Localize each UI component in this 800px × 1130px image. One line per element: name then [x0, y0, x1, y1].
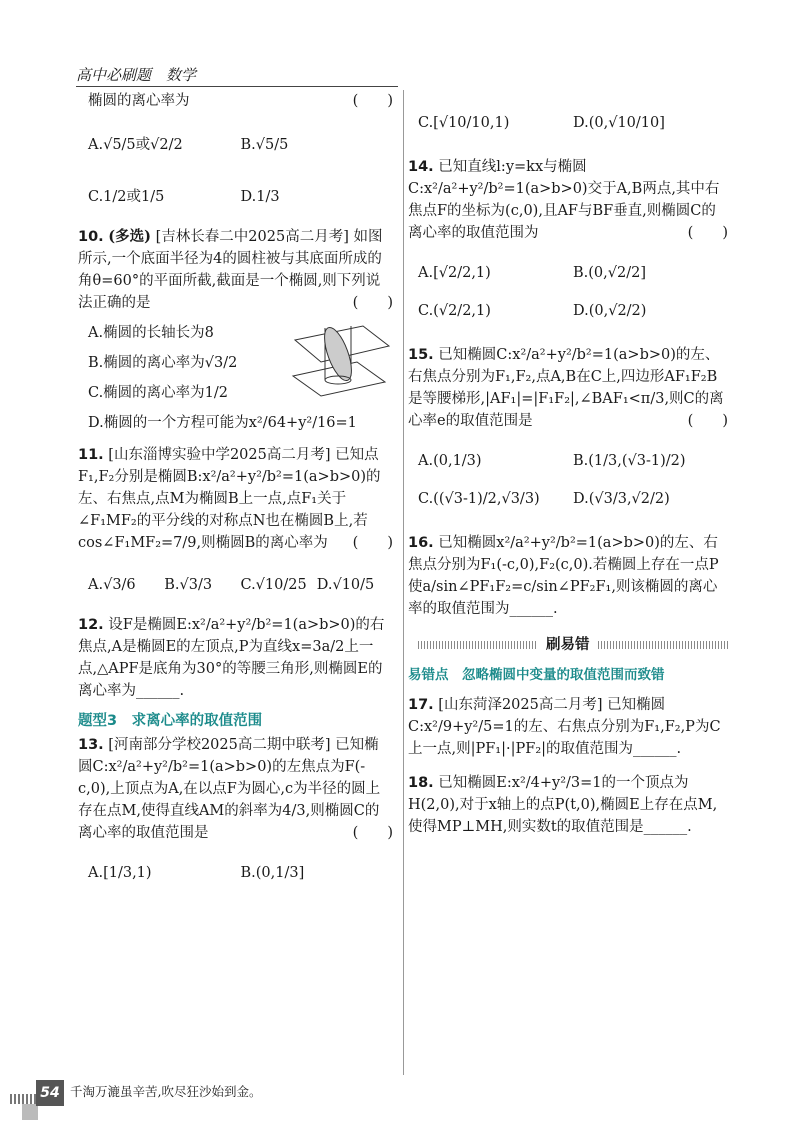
option-b: B.(0,√2/2] — [573, 265, 646, 281]
question-stem: 已知椭圆x²/a²+y²/b²=1(a>b>0)的左、右焦点分别为F₁(-c,0),F₂(c,0).若椭圆上存在一点P使a/sin∠PF₁F₂=c/sin∠PF₂F₁,则该椭圆的离心率的取值范围为______. — [408, 535, 719, 617]
question-number: 17. — [408, 697, 434, 713]
question-13-continued — [418, 104, 728, 142]
option-d: D.(√3/3,√2/2) — [573, 491, 670, 507]
question-stem: 已知直线l:y=kx与椭圆C:x²/a²+y²/b²=1(a>b>0)交于A,B两点,其中右焦点F的坐标为(c,0),且AF与BF垂直,则椭圆C的离心率的取值范围为 — [408, 159, 720, 241]
cylinder-figure — [285, 318, 395, 398]
answer-paren: ( ) — [352, 535, 393, 551]
option-b: B.(0,1/3] — [240, 865, 305, 881]
footer-motto: 千淘万漉虽辛苦,吹尽狂沙始到金。 — [70, 1084, 262, 1099]
question-tag: (多选) — [108, 228, 152, 245]
question-stem: 已知椭圆C:x²/a²+y²/b²=1(a>b>0)的左、右焦点分别为F₁,F₂,点A,B在C上,四边形AF₁F₂B是等腰梯形,|AF₁|=|F₁F₂|,∠BAF₁<π/3,则C的离心率e的取值范围是 — [408, 347, 724, 429]
option-c: C.(√2/2,1) — [418, 303, 491, 319]
option-a: A.√5/5或√2/2 — [88, 137, 183, 153]
option-c: C.((√3-1)/2,√3/3) — [418, 491, 540, 507]
question-13 — [78, 734, 393, 892]
option-b: B.√5/5 — [240, 137, 289, 153]
question-number: 11. — [78, 447, 104, 463]
option-b: B.(1/3,(√3-1)/2) — [573, 453, 686, 469]
error-point-title: 易错点 忽略椭圆中变量的取值范围而致错 — [408, 667, 665, 683]
option-c: C.1/2或1/5 — [88, 189, 165, 205]
question-stem: 已知点F₁,F₂分别是椭圆B:x²/a²+y²/b²=1(a>b>0)的左、右焦点,点M为椭圆B上一点,点F₁关于∠F₁MF₂的平分线的对称点N也在椭圆B上,若cos∠F₁MF₂=7/9,则椭圆B的离心率为 — [78, 447, 381, 551]
question-stem: 已知椭圆C:x²/a²+y²/b²=1(a>b>0)的左焦点为F(-c,0),上顶点为A,在以点F为圆心,c为半径的圆上存在点M,使得直线AM的斜率为4/3,则椭圆C的离心率的取值范围是 — [78, 737, 381, 841]
answer-paren: ( ) — [687, 413, 728, 429]
banner-stripes-left — [418, 641, 538, 649]
footer-dots — [10, 1094, 36, 1104]
footer-square — [22, 1104, 38, 1120]
option-c: C.√10/25 — [240, 577, 307, 593]
question-stem: 已知椭圆C:x²/9+y²/5=1的左、右焦点分别为F₁,F₂,P为C上一点,则|PF₁|·|PF₂|的取值范围为______. — [408, 697, 721, 757]
question-source: [吉林长春二中2025高二月考] — [155, 229, 349, 245]
question-number: 12. — [78, 617, 104, 633]
answer-paren: ( ) — [352, 93, 393, 109]
question-stem: 设F是椭圆E:x²/a²+y²/b²=1(a>b>0)的右焦点,A是椭圆E的左顶点,P为直线x=3a/2上一点,△APF是底角为30°的等腰三角形,则椭圆E的离心率为______. — [78, 617, 385, 699]
right-column — [408, 88, 728, 838]
option-c: C.椭圆的离心率为1/2 — [88, 385, 229, 401]
question-9 — [88, 90, 393, 216]
section-title: 题型3 求离心率的取值范围 — [78, 713, 263, 729]
question-number: 10. — [78, 229, 104, 245]
option-d: D.(0,√10/10] — [573, 115, 665, 131]
question-17 — [408, 694, 728, 760]
banner-label: 刷易错 — [546, 637, 590, 653]
question-source: [山东菏泽2025高二月考] — [438, 697, 603, 713]
question-18 — [408, 772, 728, 838]
option-a: A.√3/6 — [88, 577, 136, 593]
option-a: A.[√2/2,1) — [418, 265, 491, 281]
question-11 — [78, 444, 393, 604]
option-a: A.椭圆的长轴长为8 — [88, 325, 214, 341]
option-b: B.√3/3 — [164, 577, 213, 593]
answer-paren: ( ) — [352, 825, 393, 841]
option-d: D.1/3 — [240, 189, 280, 205]
question-number: 14. — [408, 159, 434, 175]
option-d: D.√10/5 — [316, 577, 375, 593]
question-stem: 如图所示,一个底面半径为4的圆柱被与其底面所成的角θ=60°的平面所截,截面是一个椭圆,则下列说法正确的是 — [78, 229, 383, 311]
question-stem: 椭圆的离心率为 — [88, 93, 190, 109]
question-number: 18. — [408, 775, 434, 791]
option-d: D.(0,√2/2) — [573, 303, 647, 319]
question-12 — [78, 614, 393, 702]
question-number: 13. — [78, 737, 104, 753]
question-source: [山东淄博实验中学2025高二月考] — [108, 447, 331, 463]
column-divider — [403, 90, 404, 1075]
question-number: 15. — [408, 347, 434, 363]
option-b: B.椭圆的离心率为√3/2 — [88, 355, 238, 371]
left-column — [78, 88, 393, 892]
banner-stripes-right — [598, 641, 729, 649]
answer-paren: ( ) — [352, 295, 393, 311]
answer-paren: ( ) — [687, 225, 728, 241]
question-14 — [408, 156, 728, 330]
question-16 — [408, 532, 728, 620]
page-number: 54 — [36, 1080, 64, 1106]
option-a: A.[1/3,1) — [88, 865, 152, 881]
question-number: 16. — [408, 535, 434, 551]
question-stem: 已知椭圆E:x²/4+y²/3=1的一个顶点为H(2,0),对于x轴上的点P(t,0),椭圆E上存在点M,使得MP⊥MH,则实数t的取值范围是______. — [408, 775, 718, 835]
header-title: 高中必刷题 数学 — [76, 66, 197, 84]
error-practice-banner — [418, 634, 728, 656]
option-d: D.椭圆的一个方程可能为x²/64+y²/16=1 — [88, 415, 357, 431]
question-source: [河南部分学校2025高二期中联考] — [108, 737, 331, 753]
option-a: A.(0,1/3) — [418, 453, 482, 469]
question-15 — [408, 344, 728, 518]
option-c: C.[√10/10,1) — [418, 115, 510, 131]
header-rule — [76, 86, 398, 87]
